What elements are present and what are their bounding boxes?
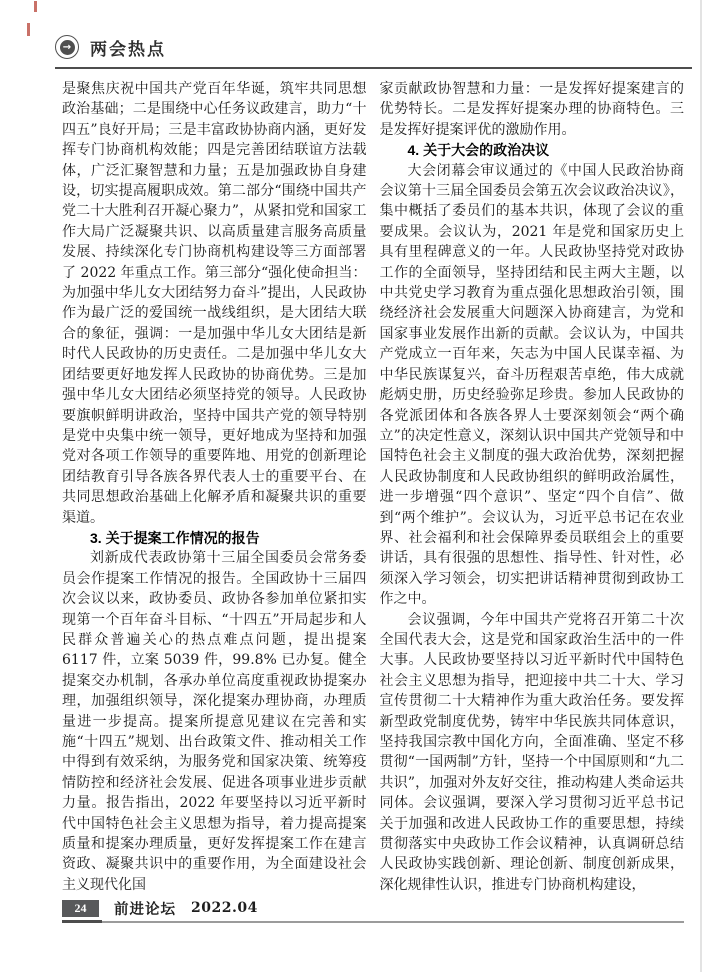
body-text-continuation: 家贡献政协智慧和力量：一是发挥好提案建言的优势特长。二是发挥好提案办理的协商特色。三是发挥好提案评优的激励作用。 xyxy=(379,81,684,138)
right-column xyxy=(380,79,685,895)
margin-proof-mark xyxy=(34,1,37,12)
page-number-badge: 24 xyxy=(62,900,99,917)
margin-proof-mark xyxy=(27,23,30,36)
circle-arrow-right-icon xyxy=(55,35,79,59)
subheading-proposal-report: 3. 关于提案工作情况的报告 xyxy=(90,529,260,546)
issue-date: 2022.04 xyxy=(191,900,258,916)
body-text-continuation: 是聚焦庆祝中国共产党百年华诞，筑牢共同思想政治基础；二是围绕中心任务议政建言，助力“十四五”良好开局；三是丰富政协协商内涵，更好发挥专门协商机构效能；四是完善团结联谊方法载体，广泛汇聚智慧和力量；五是加强政协自身建设，切实提高履职成效。第二部分“围绕中国共产党二十大胜利召开凝心聚力”，从紧扣党和国家工作大局广泛凝聚共识、以高质量建言服务高质量发展、持续深化专门协商机构建设等三方面部署了 2022 年重点工作。第三部分“强化使命担当：为加强中华儿女大团结努力奋斗”提出，人民政协作为最广泛的爱国统一战线组织，是大团结大联合的象征，强调：一是加强中华儿女大团结是新时代人民政协的历史责任。二是加强中华儿女大团结要更好地发挥人民政协的协商优势。三是加强中华儿女大团结必须坚持党的领导。人民政协要旗帜鲜明讲政治，坚持中国共产党的领导特别是党中央集中统一领导，更好地成为坚持和加强党对各项工作领导的重要阵地、用党的创新理论团结教育引导各族各界代表人士的重要平台、在共同思想政治基础上化解矛盾和凝聚共识的重要渠道。 xyxy=(62,81,367,526)
journal-name: 前进论坛 xyxy=(114,901,176,918)
body-paragraph: 刘新成代表政协第十三届全国委员会常务委员会作提案工作情况的报告。全国政协十三届四次会议以来，政协委员、政协各参加单位紧扣实现第一个百年奋斗目标、“十四五”开局起步和人民群众普遍关心的热点难点问题，提出提案 6117 件，立案 5039 件，99.8% 已办复。健全提案交办机制，各承办单位高度重视政协提案办理，加强组织领导，深化提案办理协商，办理质量进一步提高。提案所提意见建议在完善和实施“十四五”规划、出台政策文件、推动相关工作中得到有效采纳，为服务党和国家决策、统筹疫情防控和经济社会发展、促进各项事业进步贡献力量。报告指出，2022 年要坚持以习近平新时代中国特色社会主义思想为指导，着力提高提案质量和提案办理质量，更好发挥提案工作在建言资政、凝聚共识中的重要作用，为全面建设社会主义现代化国 xyxy=(62,550,367,893)
left-column xyxy=(62,79,367,895)
footer-rule-accent xyxy=(62,920,102,923)
section-title: 两会热点 xyxy=(90,39,166,59)
arrow-glyph: → xyxy=(60,40,75,55)
page-footer xyxy=(62,899,684,917)
page-header xyxy=(55,34,692,69)
article-body xyxy=(62,79,684,895)
body-paragraph: 会议强调，今年中国共产党将召开第二十次全国代表大会，这是党和国家政治生活中的一件大事。人民政协要坚持以习近平新时代中国特色社会主义思想为指导，把迎接中共二十大、学习宣传贯彻二十大精神作为重大政治任务。要发挥新型政党制度优势，铸牢中华民族共同体意识，坚持我国宗教中国化方向，全面准确、坚定不移贯彻“一国两制”方针，坚持一个中国原则和“九二共识”，加强对外友好交往，推动构建人类命运共同体。会议强调，要深入学习贯彻习近平总书记关于加强和改进人民政协工作的重要思想，持续贯彻落实中央政协工作会议精神，认真调研总结人民政协实践创新、理论创新、制度创新成果，深化规律性认识，推进专门协商机构建设， xyxy=(379,611,684,893)
body-paragraph: 大会闭幕会审议通过的《中国人民政治协商会议第十三届全国委员会第五次会议政治决议》，集中概括了委员们的基本共识，体现了会议的重要成果。会议认为，2021 年是党和国家历史上具有里程碑意义的一年。人民政协坚持党对政协工作的全面领导，坚持团结和民主两大主题，以中共党史学习教育为重点强化思想政治引领，围绕经济社会发展重大问题深入协商建言，为党和国家事业发展作出新的贡献。会议认为，中国共产党成立一百年来，矢志为中国人民谋幸福、为中华民族谋复兴，奋斗历程艰苦卓绝，伟大成就彪炳史册，历史经验弥足珍贵。参加人民政协的各党派团体和各族各界人士要深刻领会“两个确立”的决定性意义，深刻认识中国共产党领导和中国特色社会主义制度的强大政治优势，深刻把握人民政协制度和人民政协组织的鲜明政治属性，进一步增强“四个意识”、坚定“四个自信”、做到“两个维护”。会议认为，习近平总书记在农业界、社会福利和社会保障界委员联组会上的重要讲话，具有很强的思想性、指导性、针对性，必须深入学习领会，切实把讲话精神贯彻到政协工作之中。 xyxy=(379,162,684,608)
footer-rule xyxy=(62,921,684,923)
subheading-political-resolution: 4. 关于大会的政治决议 xyxy=(407,142,550,159)
page-edge-line xyxy=(700,0,702,972)
